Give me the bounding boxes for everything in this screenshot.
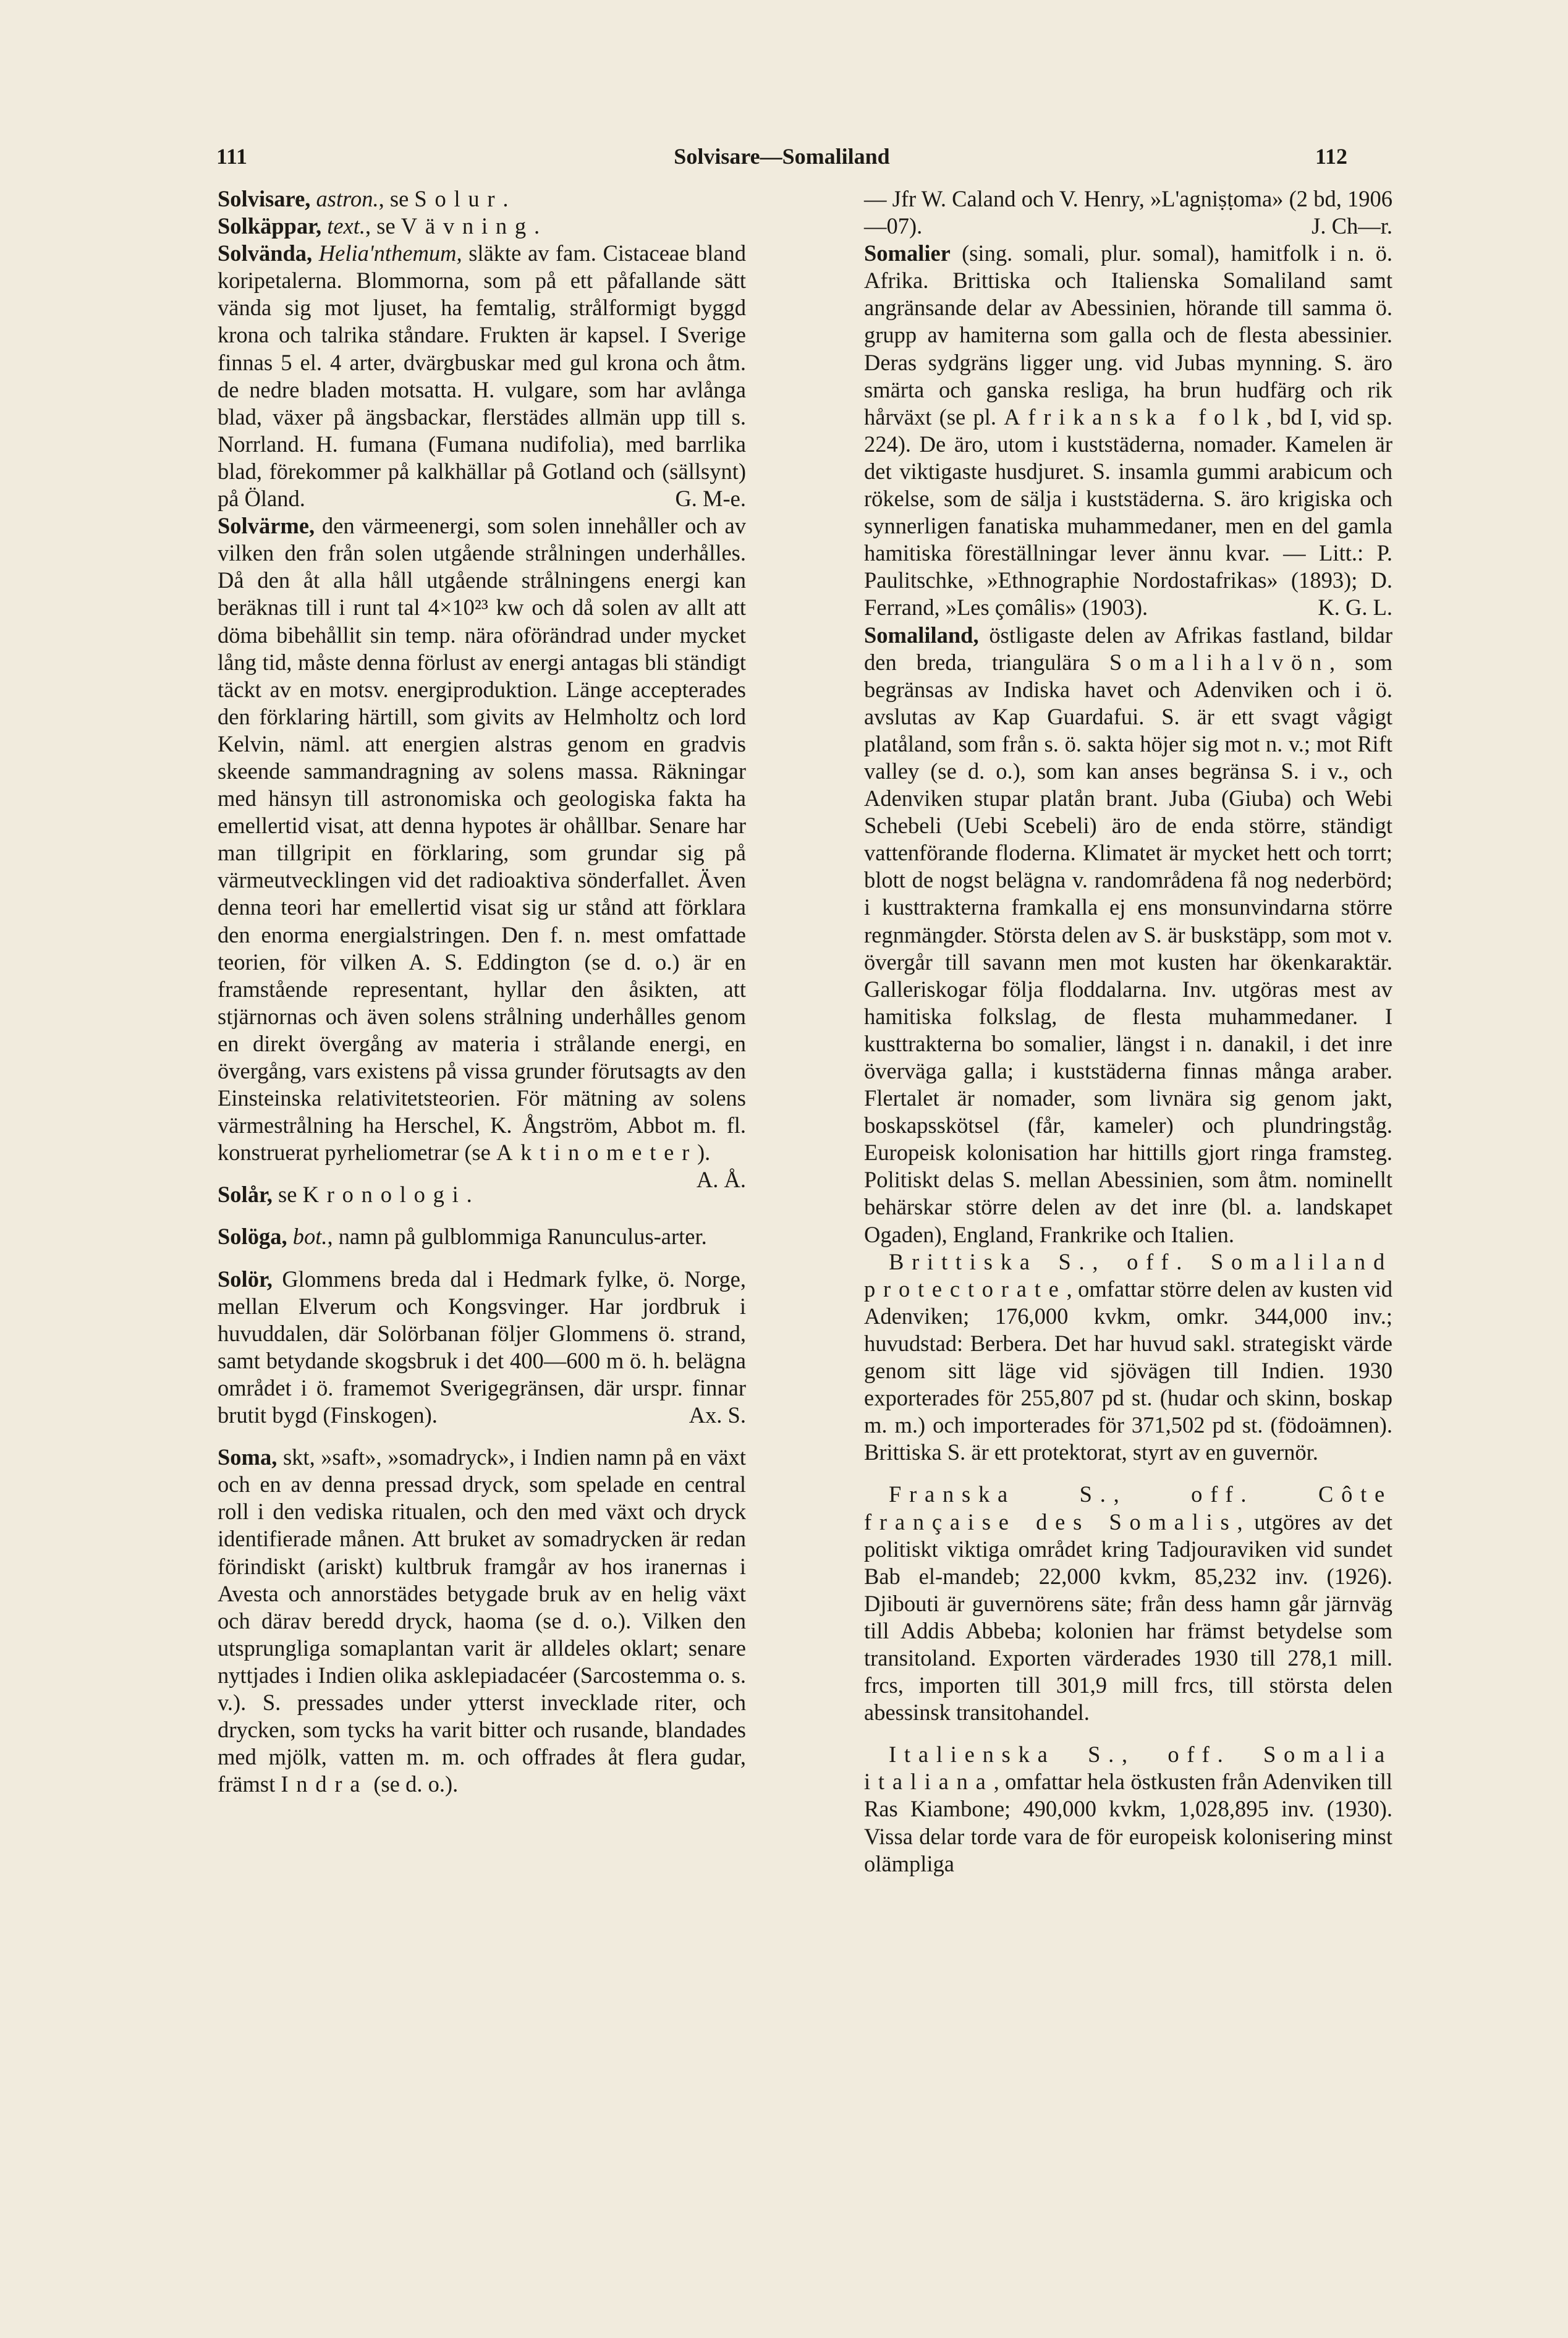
entry-somaliland: Somaliland, östligaste delen av Afrikas fastland, bildar den breda, triangulära Somalihalvön, som begränsas av Indiska havet och Adenviken och i ö. avslutas av Kap Guardafui. S. är ett svagt vågigt platåland, som från s. ö. sakta höjer sig mot n. v.; mot Rift valley (se d. o.), som kan anses begränsa S. i v., och Adenviken stupar platån brant. Juba (Giuba) och Webi Schebeli (Uebi Scebeli) äro de enda större, ständigt vattenförande floderna. Klimatet är mycket hett och torrt; blott de nogst belägna v. randområdena få nog nederbörd; i kusttrakterna framkalla ej ens monsunvindarna större regnmängder. Största delen av S. är buskstäpp, som mot v. övergår till savann men mot kusten har ökenkaraktär. Galleriskogar följa floddalarna. Inv. utgöras mest av hamitiska folkslag, de flesta muhammedaner. I kusttrakterna bo somalier, längst i n. danakil, i det inre överväga galla; i kuststäderna finnas många araber. Flertalet är nomader, som livnära sig genom jakt, boskapsskötsel (får, kameler) och plundringståg. Europeisk kolonisation har hittills gjort ringa framsteg. Politiskt delas S. mellan Abessinien, som åtm. nominellt behärskar större delen av det inre (bl. a. landskapet Ogaden), England, Frankrike och Italien.	[864, 622, 1392, 1247]
entry-brittiska-somaliland: Brittiska S., off. Somaliland protectorate, omfattar större delen av kusten vid Adenviken; 176,000 kvkm, omkr. 344,000 inv.; huvudstad: Berbera. Det har huvud sakl. strategiskt värde genom sitt läge vid sjövägen till Indien. 1930 exporterades för 255,807 pd st. (hudar och skinn, boskap m. m.) och importerades för 371,502 pd st. (födoämnen). Brittiska S. är ett protektorat, styrt av en guvernör.	[864, 1248, 1392, 1465]
entry-somalier: Somalier (sing. somali, plur. somal), hamitfolk i n. ö. Afrika. Brittiska och Italienska Somaliland samt angränsande delar av Abessinien, hörande till samma ö. grupp av hamiterna som galla och de flesta abessinier. Deras sydgräns ligger ung. vid Jubas mynning. S. äro smärta och ganska resliga, ha brun hudfärg och rik hårväxt (se pl. Afrikanska folk, bd I, vid sp. 224). De äro, utom i kuststäderna, nomader. Kamelen är det viktigaste husdjuret. S. insamla gummi arabicum och rökelse, som de sälja i kuststäderna. S. äro krigiska och synnerligen fanatiska muhammedaner, men en del gamla hamitiska föreställningar lever ännu kvar. — Litt.: P. Paulitschke, »Ethnographie Nordostafrikas» (1893); D. Ferrand, »Les çomâlis» (1903). K. G. L.	[864, 240, 1392, 621]
signature: Ax. S.	[689, 1402, 746, 1428]
entry-solkappar: Solkäppar, text., se Vävning.	[218, 213, 540, 239]
signature: K. G. L.	[1318, 595, 1392, 621]
entry-soma: Soma, skt, »saft», »somadryck», i Indien namn på en växt och en av denna pressad dryck, som spelade en central roll i den vediska ritualen, och den med växt och dryck identifierade månen. Att bruket av somadrycken är redan förindiskt (ariskt) kultbruk framgår av hos iranernas i Avesta och annorstädes betygade bruk av en helig växt och därav beredd dryck, haoma (se d. o.). Vilken den utsprungliga somaplantan varit är alldeles oklart; senare nyttjades i Indien olika asklepiadacéer (Sarcostemma o. s. v.). S. pressades under ytterst invecklade riter, och drycken, som tycks ha varit bitter och rusande, blandades med mjölk, vatten m. m. och offrades åt flera gudar, främst Indra (se d. o.).	[218, 1444, 746, 1797]
signature: G. M-e.	[675, 486, 746, 512]
entry-italienska-somaliland: Italienska S., off. Somalia italiana, omfattar hela östkusten från Adenviken till Ras Kiambone; 490,000 kvkm, 1,028,895 inv. (1930). Vissa delar torde vara de för europeisk kolonisering minst olämpliga	[864, 1742, 1392, 1876]
entry-solvisare: Solvisare, astron., se Solur.	[218, 186, 509, 211]
entry-solar: Solår, se Kronologi.	[218, 1182, 472, 1208]
entry-soma-continued: — Jfr W. Caland och V. Henry, »L'agniṣṭoma» (2 bd, 1906—07). J. Ch—r.	[864, 185, 1392, 240]
entry-solor: Solör, Glommens breda dal i Hedmark fylke, ö. Norge, mellan Elverum och Kongsvinger. Har jordbruk i huvuddalen, där Solörbanan följer Glommens ö. strand, samt betydande skogsbruk i det 400—600 m ö. h. belägna området i ö. framemot Sverigegränsen, där urspr. finnar brutit bygd (Finskogen). Ax. S.	[218, 1266, 746, 1429]
entry-sologa: Solöga, bot., namn på gulblommiga Ranunculus-arter.	[218, 1224, 707, 1250]
signature: A. Å.	[696, 1167, 746, 1193]
running-title: Solvisare—Somaliland	[674, 144, 890, 169]
signature: J. Ch—r.	[1312, 213, 1392, 239]
entry-solvanda: Solvända, Helia'nthemum, släkte av fam. Cistaceae bland koripetalerna. Blommorna, som på ett påfallande sätt vända sig mot ljuset, ha femtalig, strålformigt byggd krona och talrika ståndare. Frukten är kapsel. I Sverige finnas 5 el. 4 arter, dvärgbuskar med gul krona och åtm. de nedre bladen motsatta. H. vulgare, som har avlånga blad, växer på ängsbackar, flerstädes allmän upp till s. Norrland. H. fumana (Fumana nudifolia), med barrlika blad, förekommer på kalkhällar på Gotland och (sällsynt) på Öland. G. M-e.	[218, 240, 746, 512]
left-column	[218, 185, 746, 1798]
right-column	[864, 185, 1392, 1878]
page-number-right: 112	[1315, 144, 1347, 169]
entry-franska-somaliland: Franska S., off. Côte française des Somalis, utgöres av det politiskt viktiga området kring Tadjouraviken vid sundet Bab el-mandeb; 22,000 kvkm, 85,232 inv. (1926). Djibouti är guvernörens säte; från dess hamn går järnväg till Addis Abbeba; kolonien har främst betydelse som transitoland. Exporten värderades 1930 till 278,1 mill. frcs, importen till 301,9 mill frcs, till största delen abessinsk transitohandel.	[864, 1481, 1392, 1726]
page-header	[216, 143, 1347, 180]
page-number-left: 111	[216, 144, 248, 169]
entry-solvarme: Solvärme, den värmeenergi, som solen innehåller och av vilken den från solen utgående strålningen underhålles. Då den åt alla håll utgående strålningens energi kan beräknas till i runt tal 4×10²³ kw och då solen av allt att döma bibehållit sin temp. nära oförändrad under mycket lång tid, måste denna förlust av energi antagas bli ständigt täckt av en motsv. energiproduktion. Länge accepterades den förklaring härtill, som givits av Helmholtz och lord Kelvin, näml. att energien alstras genom en gradvis skeende sammandragning av solens massa. Räkningar med hänsyn till astronomiska och geologiska fakta ha emellertid visat, att denna hypotes är ohållbar. Senare har man tillgripit en förklaring, som grundar sig på värmeutvecklingen vid det radioaktiva sönderfallet. Även denna teori har emellertid visat sig ur stånd att förklara den enorma energialstringen. Den f. n. mest omfattade teorien, för vilken A. S. Eddington (se d. o.) är en framstående representant, hyllar den åsikten, att stjärnornas och även solens strålning underhålles genom en direkt övergång av materia i strålande energi, en övergång, vars existens på vissa grunder förutsagts av den Einsteinska relativitetsteorien. För mätning av solens värmestrålning ha Herschel, K. Ångström, Abbot m. fl. konstruerat pyrheliometrar (se Aktinometer). A. Å.	[218, 512, 746, 1166]
